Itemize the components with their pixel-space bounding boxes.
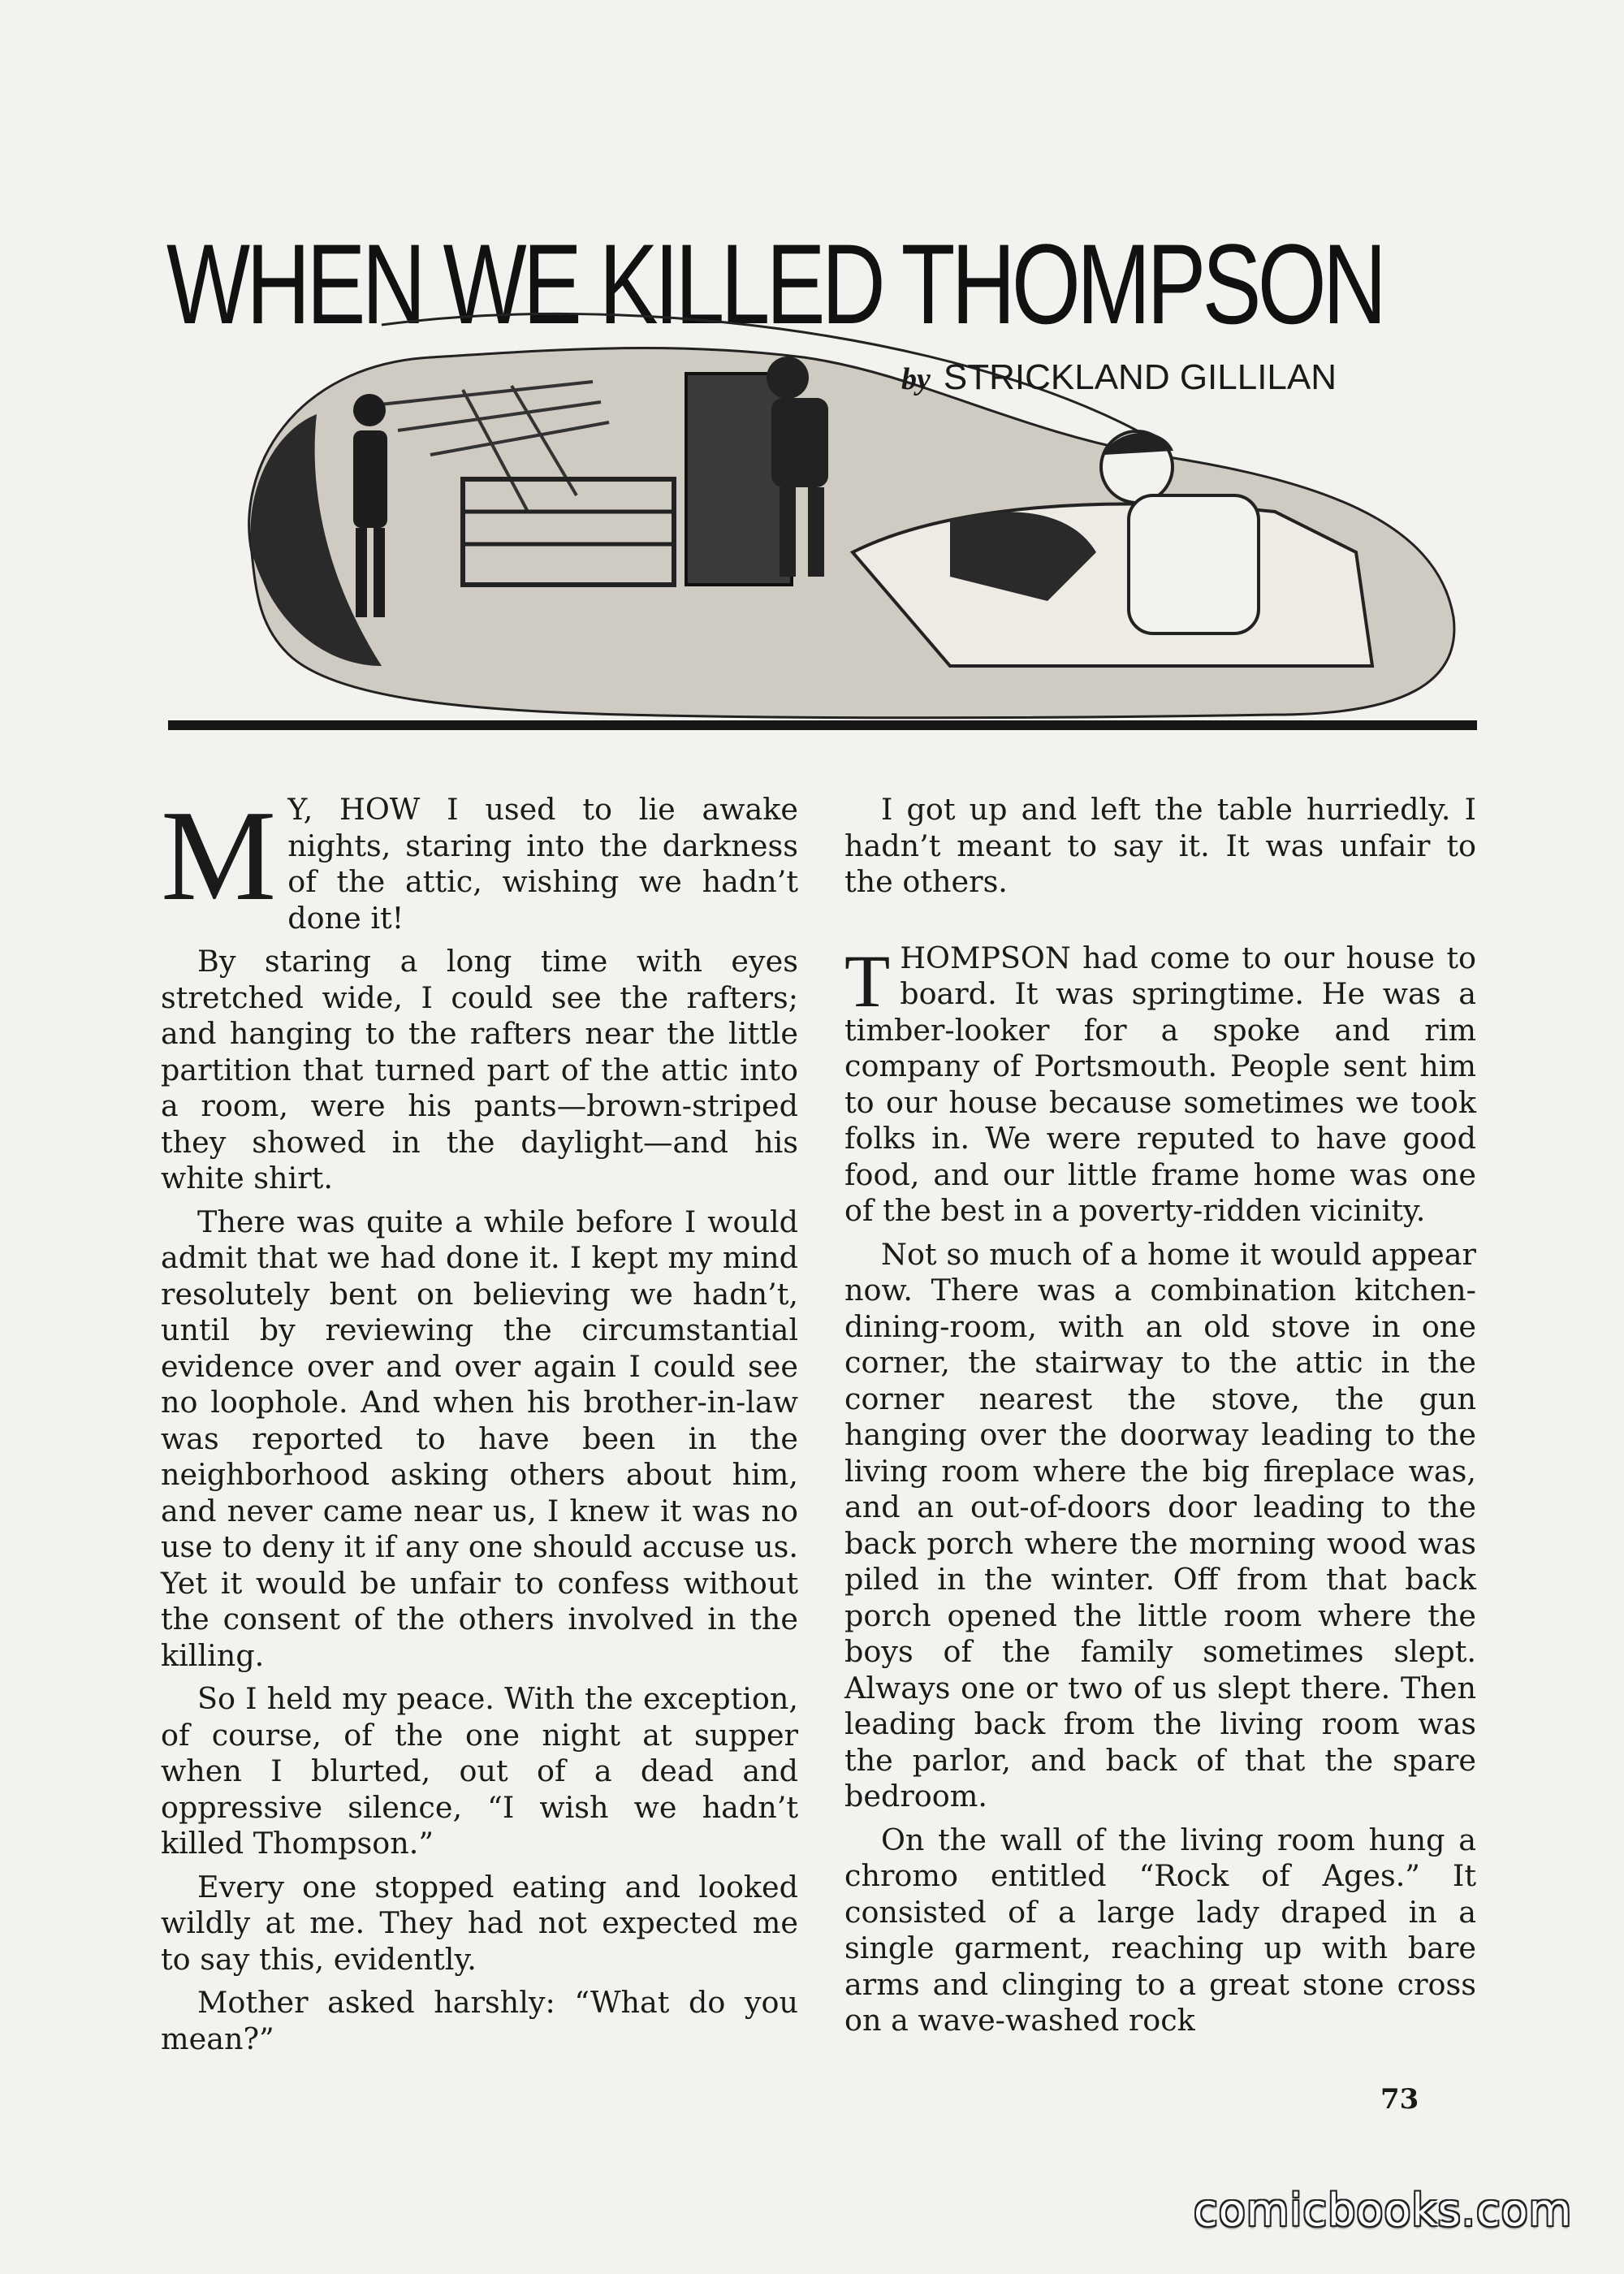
paragraph-text: HOMPSON had come to our house to board. It was springtime. He was a timber-looker for a spoke and rim company of Portsmouth. People sent him to our house because sometimes we took folks in. We were reputed to have good food, and our little frame home was one of the best in a poverty-ridden vicinity.	[844, 940, 1476, 1228]
paragraph: I got up and left the table hurriedly. I hadn’t meant to say it. It was unfair to the others.	[844, 792, 1476, 899]
watermark: comicbooks.com	[1194, 2185, 1573, 2236]
page-number: 73	[1380, 2083, 1419, 2116]
paragraph: Mother asked harshly: “What do you mean?”	[161, 1985, 798, 2056]
paragraph: Every one stopped eating and looked wildly at me. They had not expected me to say this, evidently.	[161, 1869, 798, 1977]
paragraph: Not so much of a home it would appear now. There was a combination kitchen-dining-room, with an old stove in one corner, the stairway to the attic in the corner nearest the stove, the gun hanging over the doorway leading to the living room where the big fireplace was, and an out-of-doors door leading to the back porch where the morning wood was piled in the winter. Off from that back porch opened the little room where the boys of the family sometimes slept. Always one or two of us slept there. Then leading back from the living room was the parlor, and back of that the spare bedroom.	[844, 1236, 1476, 1814]
left-column	[161, 783, 798, 2064]
drop-cap: T	[844, 939, 891, 1022]
right-column	[844, 792, 1476, 2047]
byline	[901, 353, 1337, 402]
byline-by: by	[901, 362, 931, 396]
header-rule	[168, 720, 1477, 730]
drop-cap: M	[161, 783, 277, 927]
paragraph-text: Y, HOW I used to lie awake nights, staring into the darkness of the attic, wishing we hadn’t done it!	[287, 792, 798, 936]
paragraph	[844, 940, 1476, 1230]
article-title: WHEN WE KILLED THOMPSON	[166, 220, 1384, 348]
paragraph: So I held my peace. With the exception, of course, of the one night at supper when I blurted, out of a dead and oppressive silence, “I wish we hadn’t killed Thompson.”	[161, 1681, 798, 1861]
author-name: STRICKLAND GILLILAN	[943, 357, 1337, 397]
paragraph: There was quite a while before I would admit that we had done it. I kept my mind resolutely bent on believing we hadn’t, until by reviewing the circumstantial evidence over and over again I could see no loophole. And when his brother-in-law was reported to have been in the neighborhood asking others about him, and never came near us, I knew it was no use to deny it if any one should accuse us. Yet it would be unfair to confess without the consent of the others involved in the killing.	[161, 1204, 798, 1673]
paragraph: On the wall of the living room hung a chromo entitled “Rock of Ages.” It consisted of a large lady draped in a single garment, reaching up with bare arms and clinging to a great stone cross on a wave-washed rock	[844, 1822, 1476, 2038]
paragraph	[161, 783, 798, 936]
paragraph: By staring a long time with eyes stretched wide, I could see the rafters; and hanging to the rafters near the little partition that turned part of the attic into a room, were his pants—brown-striped they showed in the daylight—and his white shirt.	[161, 944, 798, 1195]
